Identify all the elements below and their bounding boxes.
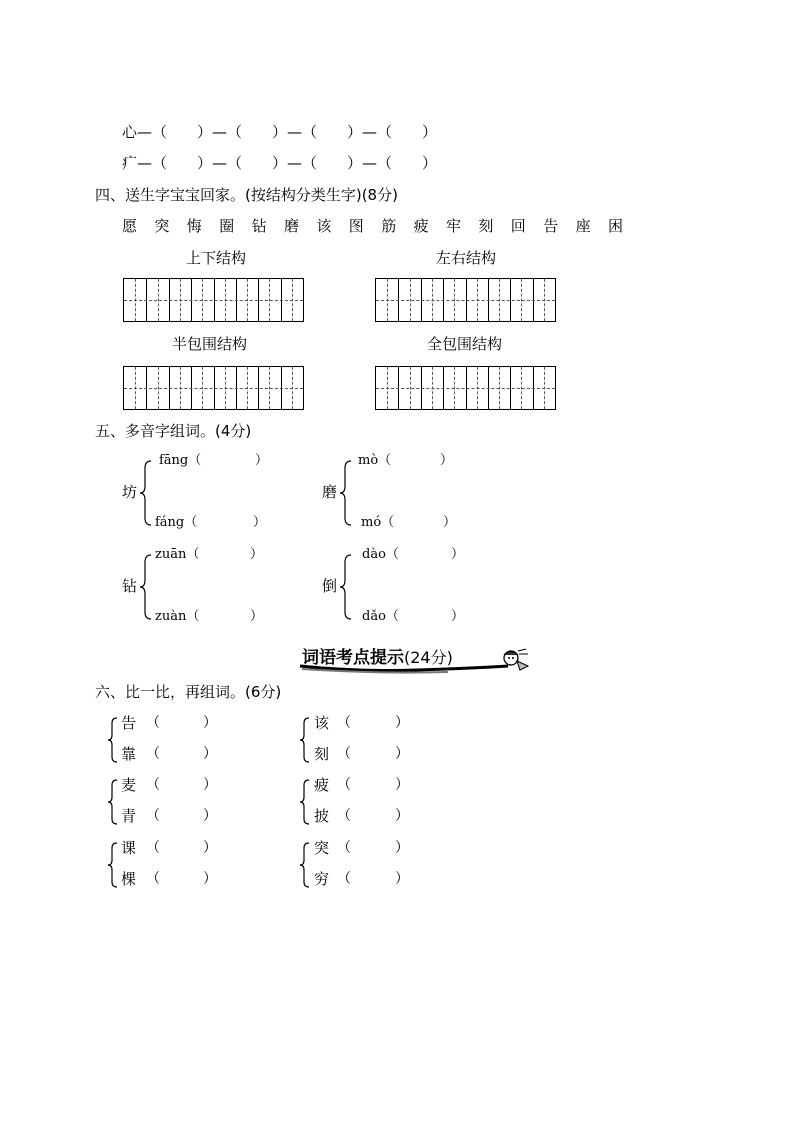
char-item: 告 [543,217,559,235]
grid-dashed-guide [376,300,555,301]
paren-close: ） [203,746,217,762]
paren-close: ） [203,777,217,793]
paren-close: ） [203,840,217,856]
char-item: 该 [316,217,332,235]
brace-icon [107,717,119,763]
pinyin-bottom: zuàn（ [155,609,200,624]
compare-char: 穷 [314,870,330,888]
paren-close: ） [203,871,217,887]
section-banner [298,646,534,674]
compare-char: 疲 [314,776,330,794]
paren-close: ） [250,609,264,624]
paren-close: ） [253,515,267,530]
paren-close: ） [395,746,409,762]
paren-open: （ [337,715,351,731]
banner-title: 词语考点提示 [302,648,404,668]
polyphone-char: 磨 [322,483,338,501]
compare-char: 告 [121,714,137,732]
char-item: 座 [575,217,591,235]
section4-title: 四、送生字宝宝回家。(按结构分类生字)(8分) [95,186,398,204]
compare-char: 披 [314,807,330,825]
grid-half-enclosed[interactable] [123,366,304,410]
brace-icon [299,779,311,825]
brace-icon [339,554,353,620]
pinyin-top: mò（ [358,453,392,468]
fill-pattern: —（ ）—（ ）—（ ）—（ ） [137,123,438,141]
radical-char: 心 [122,123,138,141]
pinyin-top: fāng（ [159,453,202,468]
radical-row-1 [122,122,437,142]
grid-dashed-guide [124,300,303,301]
char-item: 图 [348,217,364,235]
paren-open: （ [337,871,351,887]
char-item: 困 [608,217,624,235]
char-item: 悔 [186,217,202,235]
pinyin-top: dào（ [362,547,399,562]
char-list [122,216,632,238]
cartoon-mascot-icon [498,646,532,672]
polyphone-char: 坊 [122,483,138,501]
pinyin-top: zuān（ [155,547,200,562]
section5-title: 五、多音字组词。(4分) [95,422,252,440]
group-label-left-right: 左右结构 [436,249,497,267]
compare-char: 课 [121,839,137,857]
paren-close: ） [255,453,269,468]
section6-title: 六、比一比，再组词。(6分) [95,683,282,701]
paren-close: ） [451,609,465,624]
paren-open: （ [146,808,160,824]
brace-icon [299,842,311,888]
grid-left-right[interactable] [375,278,556,322]
char-item: 刻 [478,217,494,235]
paren-open: （ [146,871,160,887]
paren-open: （ [337,746,351,762]
paren-close: ） [395,808,409,824]
fill-pattern: —（ ）—（ ）—（ ）—（ ） [137,154,438,172]
compare-char: 突 [314,839,330,857]
polyphone-char: 倒 [322,577,338,595]
paren-open: （ [337,777,351,793]
paren-open: （ [146,715,160,731]
char-item: 突 [154,217,170,235]
paren-close: ） [203,715,217,731]
compare-char: 麦 [121,776,137,794]
grid-top-bottom[interactable] [123,278,304,322]
brace-icon [339,460,353,526]
group-label-top-bottom: 上下结构 [186,249,247,267]
paren-open: （ [337,840,351,856]
group-label-half-enclosed: 半包围结构 [172,335,248,353]
compare-char: 靠 [121,745,137,763]
group-label-fully-enclosed: 全包围结构 [427,335,503,353]
compare-char: 青 [121,807,137,825]
char-item: 筋 [381,217,397,235]
brace-icon [139,554,153,620]
compare-char: 棵 [121,870,137,888]
polyphone-char: 钻 [122,577,138,595]
char-item: 牢 [446,217,462,235]
paren-open: （ [146,777,160,793]
grid-fully-enclosed[interactable] [375,366,556,410]
paren-close: ） [443,515,457,530]
char-item: 愿 [122,217,138,235]
paren-close: ） [451,547,465,562]
char-item: 磨 [284,217,300,235]
brace-icon [299,717,311,763]
brace-icon [107,779,119,825]
brace-icon [107,842,119,888]
grid-dashed-guide [124,388,303,389]
radical-row-2 [122,153,437,173]
paren-close: ） [250,547,264,562]
grid-dashed-guide [376,388,555,389]
paren-open: （ [337,808,351,824]
char-item: 疲 [413,217,429,235]
brace-icon [139,460,153,526]
paren-open: （ [146,746,160,762]
pinyin-bottom: mó（ [361,515,395,530]
compare-char: 该 [314,714,330,732]
paren-close: ） [440,453,454,468]
char-item: 回 [510,217,526,235]
compare-char: 刻 [314,745,330,763]
paren-close: ） [395,840,409,856]
paren-open: （ [146,840,160,856]
pinyin-bottom: fáng（ [155,515,198,530]
pinyin-bottom: dǎo（ [362,609,399,624]
banner-score: (24分) [404,648,453,667]
char-item: 圈 [219,217,235,235]
paren-close: ） [395,871,409,887]
char-item: 钻 [251,217,267,235]
paren-close: ） [203,808,217,824]
paren-close: ） [395,715,409,731]
radical-char: 疒 [122,154,138,172]
paren-close: ） [395,777,409,793]
